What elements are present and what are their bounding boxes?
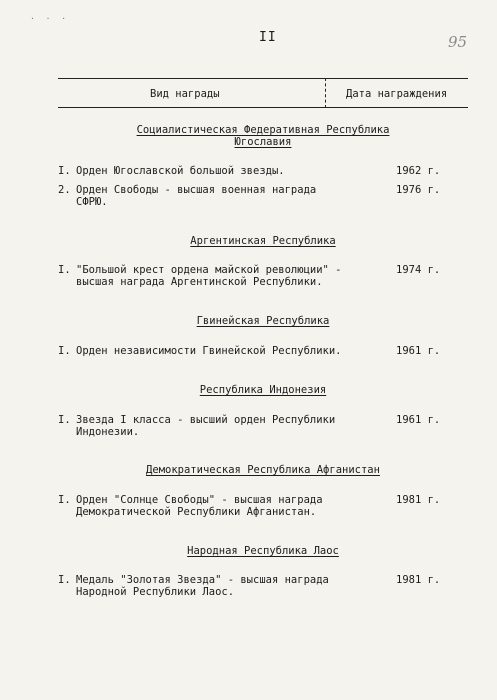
item-line: Индонезии. bbox=[76, 426, 140, 438]
item-year: 1962 г. bbox=[396, 165, 441, 177]
handwritten-page-number: 95 bbox=[448, 33, 468, 51]
item-description bbox=[76, 414, 366, 438]
item-line: Народной Республики Лаос. bbox=[76, 586, 235, 598]
section-title-line: Республика Индонезия bbox=[199, 384, 327, 396]
item-number: I. bbox=[58, 165, 71, 177]
item-description bbox=[76, 574, 366, 598]
item-line: Демократической Республики Афганистан. bbox=[76, 506, 317, 518]
item-line: Орден независимости Гвинейской Республики. bbox=[76, 345, 342, 357]
section-title-line: Социалистическая Федеративная Республика bbox=[136, 124, 390, 136]
column-header-award: Вид награды bbox=[150, 88, 220, 100]
item-line: "Большой крест ордена майской революции" - bbox=[76, 264, 342, 276]
page-number: II bbox=[259, 30, 277, 45]
item-line: Орден Свободы - высшая военная награда bbox=[76, 184, 317, 196]
section-title bbox=[58, 315, 468, 327]
section-title bbox=[58, 235, 468, 247]
item-description bbox=[76, 165, 366, 177]
section-title-line: Народная Республика Лаос bbox=[187, 545, 339, 557]
item-number: I. bbox=[58, 574, 71, 586]
column-header-date: Дата награждения bbox=[346, 88, 448, 100]
section-title-line: Гвинейская Республика bbox=[196, 315, 330, 327]
item-description bbox=[76, 345, 366, 357]
item-description bbox=[76, 264, 366, 288]
item-year: 1974 г. bbox=[396, 264, 441, 276]
section-title bbox=[58, 384, 468, 396]
section-title bbox=[58, 464, 468, 476]
item-line: СФРЮ. bbox=[76, 196, 108, 208]
item-year: 1981 г. bbox=[396, 494, 441, 506]
item-number: I. bbox=[58, 264, 71, 276]
section-title bbox=[58, 124, 468, 148]
item-number: I. bbox=[58, 345, 71, 357]
section-title bbox=[58, 545, 468, 557]
item-line: Медаль "Золотая Звезда" - высшая награда bbox=[76, 574, 329, 586]
table-header-rule bbox=[58, 107, 468, 108]
item-line: Звезда I класса - высший орден Республики bbox=[76, 414, 336, 426]
column-divider bbox=[325, 78, 326, 108]
item-line: Орден Югославской большой звезды. bbox=[76, 165, 285, 177]
section-title-line: Демократическая Республика Афганистан bbox=[146, 464, 380, 476]
item-description bbox=[76, 184, 366, 208]
section-title-line: Югославия bbox=[234, 136, 292, 148]
item-line: Орден "Солнце Свободы" - высшая награда bbox=[76, 494, 323, 506]
item-year: 1981 г. bbox=[396, 574, 441, 586]
item-number: I. bbox=[58, 494, 71, 506]
section-title-line: Аргентинская Республика bbox=[190, 235, 336, 247]
item-description bbox=[76, 494, 366, 518]
item-year: 1961 г. bbox=[396, 414, 441, 426]
corner-marks: · · · bbox=[30, 14, 70, 23]
item-number: I. bbox=[58, 414, 71, 426]
item-year: 1976 г. bbox=[396, 184, 441, 196]
item-year: 1961 г. bbox=[396, 345, 441, 357]
table-top-rule bbox=[58, 78, 468, 79]
item-line: высшая награда Аргентинской Республики. bbox=[76, 276, 323, 288]
item-number: 2. bbox=[58, 184, 71, 196]
